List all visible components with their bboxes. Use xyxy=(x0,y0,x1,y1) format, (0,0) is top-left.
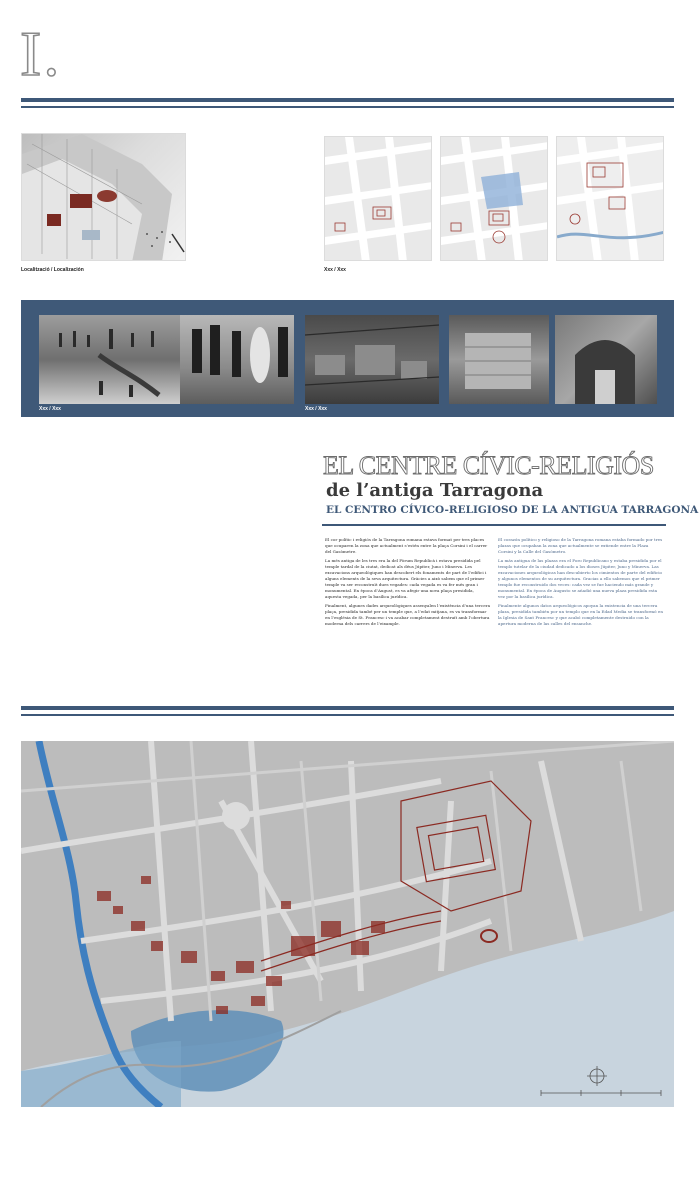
spanish-paragraph: Finalmente algunos datos arqueológicos apoyan la existencia de una tercera plaza, presidida también por un templo que en la Edad Media se transformó en la Iglesia de Sant Francesc y que acabó completamente destruido con la apertura moderna de las calles del ensanche. xyxy=(498,603,663,626)
photo-band xyxy=(21,300,674,417)
catalan-paragraph: Finalment, algunes dades arqueològiques assenyalen l’existència d’una tercera plaça, presidida també per un temple que, a l’edat mitjana, es va transformar en l’església de St. Francesc i va acabar completament destruït amb l’obertura moderna dels carrers de l’eixample. xyxy=(325,603,491,626)
spanish-paragraph: La más antigua de las plazas era el Foro Republicano y estaba presidida por el templo tutelar de la ciudad dedicado a los dioses Júpiter, Juno y Minerva. Las excavaciones arqueológicas han descubierto los cimientos de parte del edificio y algunos elementos de su arquitectura. Gracias a ello sabemos que el primer templo fue reconstruido dos veces: cada vez se fue haciendo más grande y monumental. En época de Augusto se añadió una nueva plaza presidida esta vez por la basílica jurídica. xyxy=(498,558,663,599)
phase-maps-caption: Xxx / Xxx xyxy=(324,267,346,273)
spanish-text-column xyxy=(498,537,664,630)
section-numeral: I. xyxy=(20,18,62,89)
spanish-paragraph: El corazón político y religioso de la Tarragona romana estaba formado por tres plazas que ocupaban la zona que actualmente se extiende entre la Plaza Corsini y la Calle del Gasómetro. xyxy=(498,537,663,554)
phase-map-3 xyxy=(556,136,664,261)
page-title: EL CENTRE CÍVIC-RELIGIÓS xyxy=(323,451,654,480)
spanish-title: EL CENTRO CÍVICO-RELIGIOSO DE LA ANTIGUA TARRAGONA xyxy=(326,504,699,516)
title-rule xyxy=(322,524,666,526)
vault-ruins-photo xyxy=(555,315,657,404)
photo-caption-right: Xxx / Xxx xyxy=(305,406,327,412)
tarragona-city-map xyxy=(21,741,674,1107)
catalan-paragraph: El cor polític i religiós de la Tarragona romana estava format per tres places que ocuparen la zona que actualment s’estén entre la plaça Corsini i el carrer del Gasòmetre. xyxy=(325,537,488,554)
excavation-photo-2 xyxy=(180,315,294,404)
location-caption: Localització / Localización xyxy=(21,267,84,273)
phase-map-2 xyxy=(440,136,548,261)
top-rule-2 xyxy=(21,106,674,108)
catalan-text-column xyxy=(325,537,491,630)
location-aerial-image xyxy=(21,133,186,261)
catalan-paragraph: La més antiga de les tres era la del Fòrum Republicà i estava presidida pel temple tardal de la ciutat, dedicat als déus Júpiter, Juno i Minerva. Les excavacions arqueològiques han descobert els fonaments de part de l’edifici i alguns elements de la seva arquitectura. Gràcies a això sabem que el primer temple va ser reconstruït dues vegades: cada vegada es va fer més gran i monumental. En època d’August, es va afegir una nova plaça presidida, aquesta vegada, per la basílica jurídica. xyxy=(325,558,487,599)
bottom-rule-2 xyxy=(21,714,674,716)
capital-fragment-photo xyxy=(449,315,549,404)
page-subtitle: de l’antiga Tarragona xyxy=(326,480,544,501)
bottom-rule-1 xyxy=(21,706,674,710)
excavation-photo-3 xyxy=(305,315,439,404)
photo-caption-left: Xxx / Xxx xyxy=(39,406,61,412)
phase-map-1 xyxy=(324,136,432,261)
top-rule-1 xyxy=(21,98,674,102)
excavation-photo-1 xyxy=(39,315,193,404)
